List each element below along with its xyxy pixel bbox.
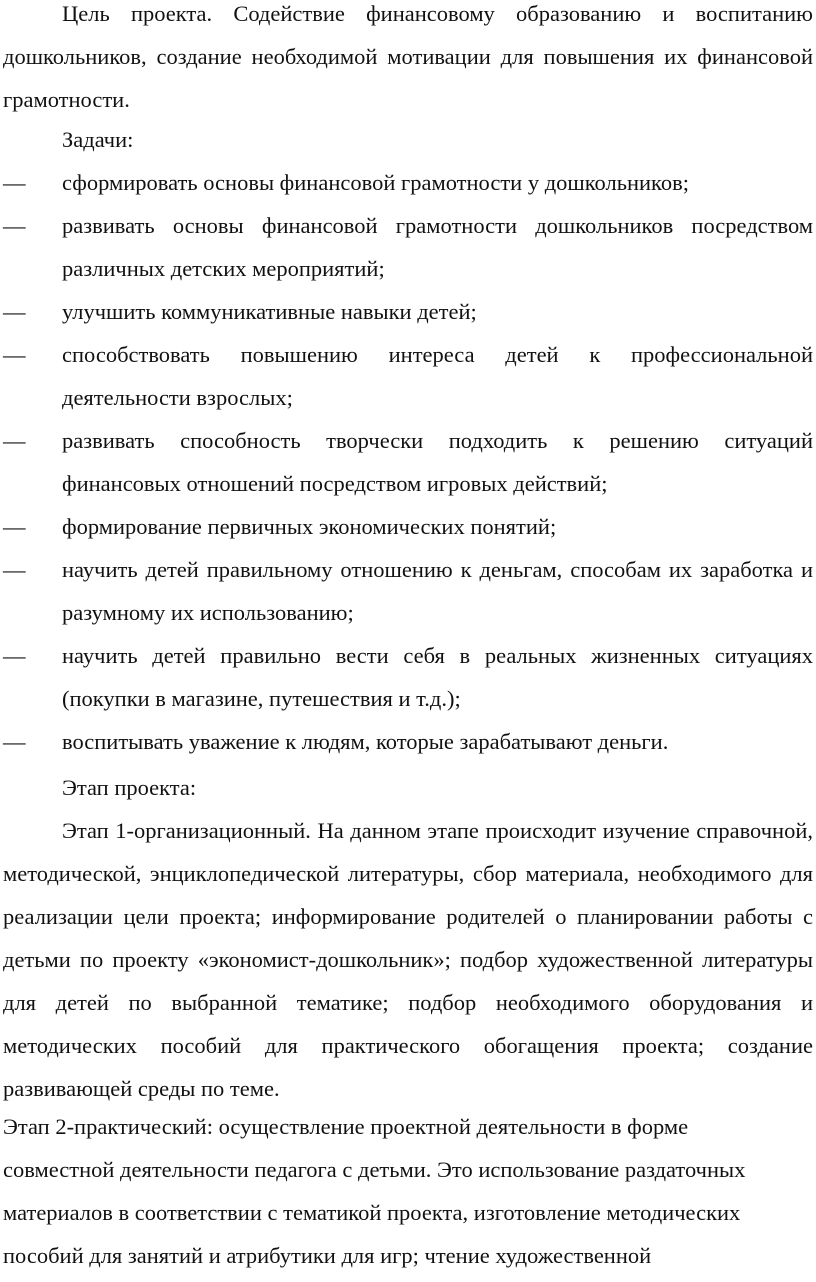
task-item bbox=[0, 290, 813, 333]
task-text: формирование первичных экономических понятий; bbox=[62, 514, 557, 539]
task-text: научить детей правильно вести себя в реальных жизненных ситуациях (покупки в магазине, путешествия и т.д.); bbox=[62, 643, 813, 711]
dash-marker: — bbox=[3, 557, 26, 582]
task-item bbox=[0, 548, 813, 634]
dash-marker: — bbox=[3, 729, 26, 754]
tasks-heading: Задачи: bbox=[62, 127, 134, 152]
project-goal-paragraph: Цель проекта. Содействие финансовому образованию и воспитанию дошкольников, создание необходимой мотивации для повышения их финансовой грамотности. bbox=[3, 1, 813, 112]
tasks-list bbox=[0, 161, 816, 763]
stage2-line: пособий для занятий и атрибутики для игр; чтение художественной bbox=[3, 1243, 652, 1268]
task-text: воспитывать уважение к людям, которые зарабатывают деньги. bbox=[62, 729, 669, 754]
task-text: способствовать повышению интереса детей к профессиональной деятельности взрослых; bbox=[62, 342, 813, 410]
stage2-line: совместной деятельности педагога с детьми. Это использование раздаточных bbox=[3, 1157, 746, 1182]
task-text: развивать основы финансовой грамотности дошкольников посредством различных детских мероприятий; bbox=[62, 213, 813, 281]
stage2-line: материалов в соответствии с тематикой проекта, изготовление методических bbox=[3, 1200, 741, 1225]
task-item bbox=[0, 161, 813, 204]
task-item bbox=[0, 505, 813, 548]
dash-marker: — bbox=[3, 643, 26, 668]
dash-marker: — bbox=[3, 299, 26, 324]
task-item bbox=[0, 204, 813, 290]
task-text: развивать способность творчески подходить к решению ситуаций финансовых отношений посредством игровых действий; bbox=[62, 428, 813, 496]
stage-heading: Этап проекта: bbox=[62, 775, 197, 800]
task-text: улучшить коммуникативные навыки детей; bbox=[62, 299, 477, 324]
task-item bbox=[0, 720, 813, 763]
stage2-line: Этап 2-практический: осуществление проектной деятельности в форме bbox=[3, 1114, 689, 1139]
dash-marker: — bbox=[3, 514, 26, 539]
dash-marker: — bbox=[3, 342, 26, 367]
task-text: научить детей правильному отношению к деньгам, способам их заработка и разумному их использованию; bbox=[62, 557, 813, 625]
task-item bbox=[0, 634, 813, 720]
dash-marker: — bbox=[3, 428, 26, 453]
dash-marker: — bbox=[3, 213, 26, 238]
task-text: сформировать основы финансовой грамотности у дошкольников; bbox=[62, 170, 689, 195]
stage1-paragraph: Этап 1-организационный. На данном этапе происходит изучение справочной, методической, энциклопедической литературы, сбор материала, необходимого для реализации цели проекта; информирование родителей о планировании работы с детьми по проекту «экономист-дошкольник»; подбор художественной литературы для детей по выбранной тематике; подбор необходимого оборудования и методических пособий для практического обогащения проекта; создание развивающей среды по теме. bbox=[3, 818, 813, 1101]
task-item bbox=[0, 333, 813, 419]
task-item bbox=[0, 419, 813, 505]
dash-marker: — bbox=[3, 170, 26, 195]
